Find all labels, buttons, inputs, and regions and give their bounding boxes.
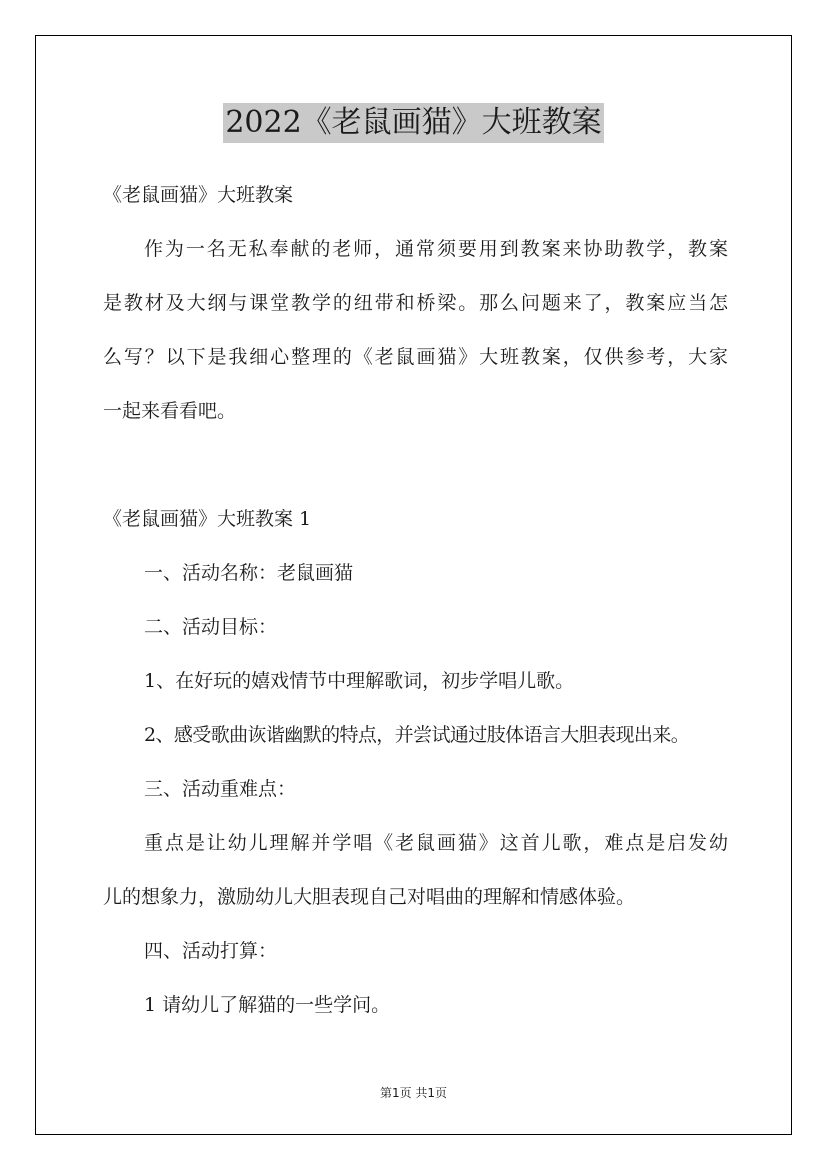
intro-line-4: 一起来看看吧。: [103, 400, 237, 422]
intro-line-2: 是教材及大纲与课堂教学的纽带和桥梁。那么问题来了，教案应当怎: [103, 292, 728, 314]
item-goal-1: 1、在好玩的嬉戏情节中理解歌词，初步学唱儿歌。: [144, 670, 575, 692]
item-plan-1: 1 请幼儿了解猫的一些学问。: [144, 994, 391, 1016]
item-activity-plan: 四、活动打算：: [144, 940, 278, 962]
intro-line-1: 作为一名无私奉献的老师，通常须要用到教案来协助教学，教案: [144, 238, 728, 260]
document-subtitle: 《老鼠画猫》大班教案: [103, 184, 294, 206]
item-key-difficulty: 三、活动重难点：: [144, 778, 297, 800]
item-activity-name: 一、活动名称：老鼠画猫: [144, 562, 354, 584]
intro-line-3: 么写？以下是我细心整理的《老鼠画猫》大班教案，仅供参考，大家: [103, 346, 728, 368]
item-activity-goal: 二、活动目标：: [144, 616, 278, 638]
item-goal-2: 2、感受歌曲诙谐幽默的特点，并尝试通过肢体语言大胆表现出来。: [144, 724, 690, 746]
key-points-line-2: 儿的想象力，激励幼儿大胆表现自己对唱曲的理解和情感体验。: [103, 886, 636, 908]
page-footer: 第1页 共1页: [379, 1086, 448, 1100]
key-points-line-1: 重点是让幼儿理解并学唱《老鼠画猫》这首儿歌，难点是启发幼: [144, 832, 728, 854]
document-title: 2022《老鼠画猫》大班教案: [223, 103, 603, 143]
title-container: [0, 103, 827, 143]
section-heading: 《老鼠画猫》大班教案 1: [103, 508, 312, 530]
